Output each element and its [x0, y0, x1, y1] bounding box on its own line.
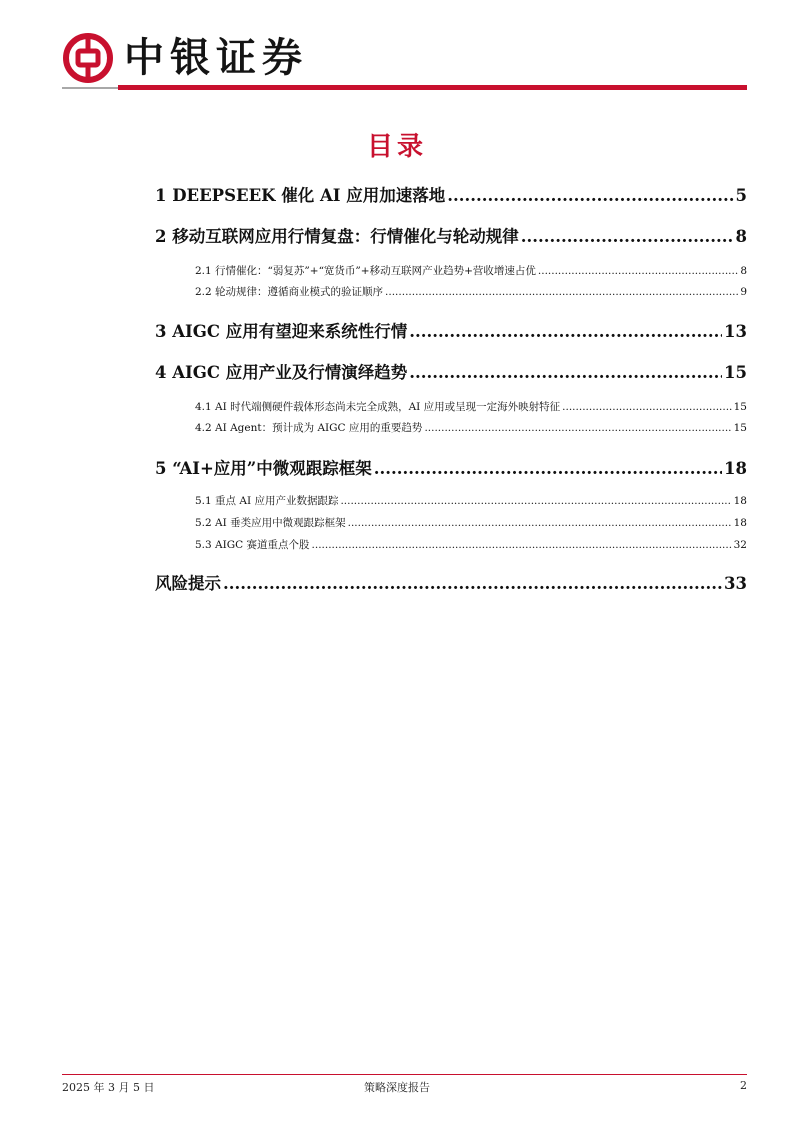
footer-report-type: 策略深度报告: [364, 1081, 430, 1094]
toc-entry[interactable]: [195, 263, 747, 278]
toc-entry[interactable]: [155, 223, 747, 247]
toc-dot-leader: [409, 322, 722, 341]
footer-page-number: 2: [740, 1079, 747, 1092]
toc-dot-leader: [424, 422, 731, 434]
toc-entry-title: 5.3 AIGC 赛道重点个股: [195, 539, 310, 551]
toc-entry-page: 8: [740, 265, 747, 277]
toc-dot-leader: [312, 539, 732, 551]
toc-entry[interactable]: [155, 570, 747, 594]
toc-entry[interactable]: [155, 359, 747, 383]
toc-entry-title: 风险提示: [155, 574, 221, 593]
toc-entry-title: 2 移动互联网应用行情复盘：行情催化与轮动规律: [155, 227, 519, 246]
toc-dot-leader: [223, 574, 722, 593]
toc-entry-title: 4 AIGC 应用产业及行情演绎趋势: [155, 363, 408, 382]
toc-entry-title: 1 DEEPSEEK 催化 AI 应用加速落地: [155, 186, 446, 205]
toc-entry-page: 32: [733, 539, 747, 551]
toc-entry-page: 9: [740, 286, 747, 298]
toc-entry-page: 15: [733, 401, 747, 413]
toc-dot-leader: [447, 186, 733, 205]
toc-entry-page: 18: [724, 459, 747, 478]
toc-entry-title: 4.1 AI 时代端侧硬件载体形态尚未完全成熟，AI 应用或呈现一定海外映射特征: [195, 401, 561, 413]
toc-entry-page: 18: [733, 517, 747, 529]
toc-entry-title: 5.2 AI 垂类应用中微观跟踪框架: [195, 517, 346, 529]
toc-dot-leader: [409, 363, 722, 382]
toc-entry-page: 33: [724, 574, 747, 593]
toc-entry-title: 5.1 重点 AI 应用产业数据跟踪: [195, 495, 339, 507]
toc-entry[interactable]: [195, 284, 747, 299]
toc-dot-leader: [521, 227, 734, 246]
toc-entry-page: 13: [724, 322, 747, 341]
toc-entry-title: 3 AIGC 应用有望迎来系统性行情: [155, 322, 408, 341]
toc-entry[interactable]: [195, 537, 747, 552]
brand-name: 中银证券: [124, 35, 308, 81]
toc-entry[interactable]: [195, 420, 747, 435]
toc-dot-leader: [538, 265, 738, 277]
header-rule-red: [118, 85, 747, 90]
page-header: [0, 0, 794, 100]
footer-rule: [62, 1074, 747, 1075]
toc-entry-title: 5 “AI+应用”中微观跟踪框架: [155, 459, 372, 478]
toc-entry[interactable]: [195, 493, 747, 508]
toc-entry-title: 2.1 行情催化：“弱复苏”+“宽货币”+移动互联网产业趋势+营收增速占优: [195, 265, 536, 277]
toc-entry[interactable]: [195, 399, 747, 414]
toc-title: 目录: [366, 132, 427, 162]
toc-entry[interactable]: [155, 182, 747, 206]
toc-entry-title: 4.2 AI Agent：预计成为 AIGC 应用的重要趋势: [195, 422, 423, 434]
toc-dot-leader: [374, 459, 722, 478]
toc-entry-page: 8: [735, 227, 747, 246]
footer-date: 2025 年 3 月 5 日: [62, 1081, 155, 1094]
toc-dot-leader: [562, 401, 731, 413]
toc-entry-page: 15: [733, 422, 747, 434]
toc-entry-page: 18: [733, 495, 747, 507]
toc-entry-page: 5: [735, 186, 747, 205]
toc-dot-leader: [385, 286, 738, 298]
toc-dot-leader: [340, 495, 731, 507]
toc-entry[interactable]: [155, 455, 747, 479]
toc-entry[interactable]: [155, 318, 747, 342]
toc-entry-title: 2.2 轮动规律：遵循商业模式的验证顺序: [195, 286, 384, 298]
toc-entry-page: 15: [724, 363, 747, 382]
toc-entry[interactable]: [195, 515, 747, 530]
toc-dot-leader: [348, 517, 732, 529]
bank-of-china-logo-icon: [62, 32, 114, 84]
